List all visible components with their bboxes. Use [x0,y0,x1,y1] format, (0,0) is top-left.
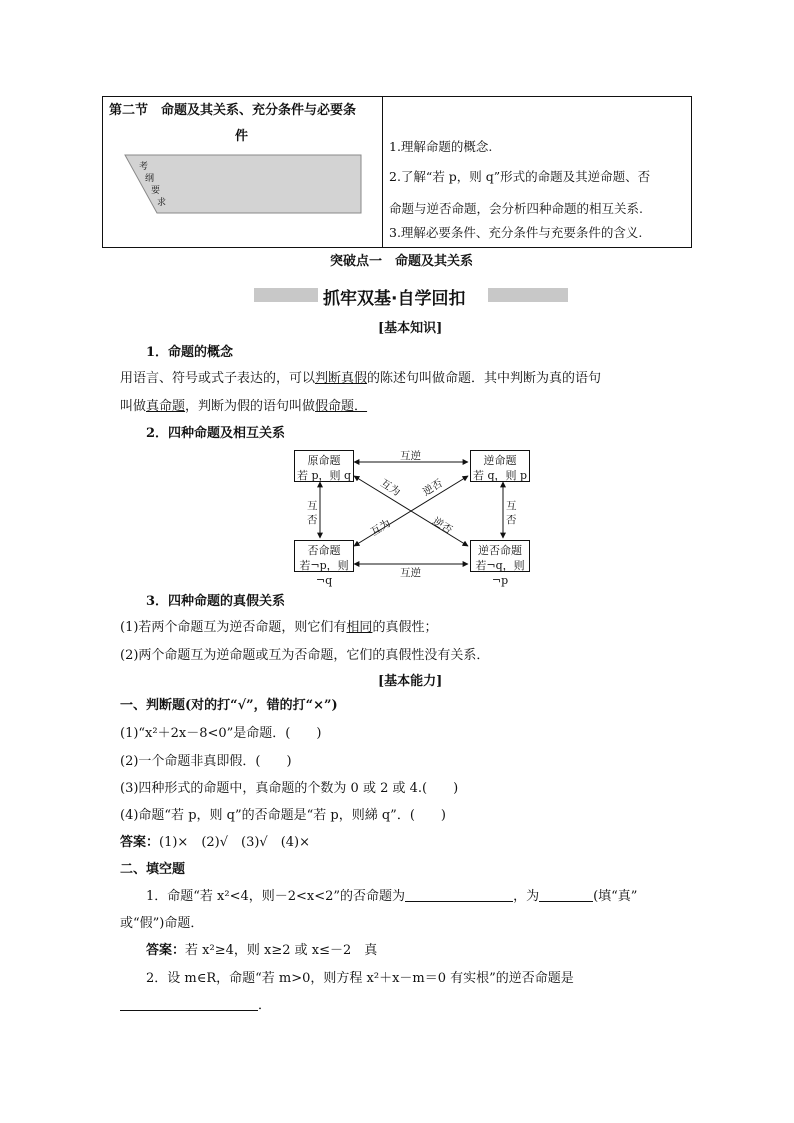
judge-answer-text: (1)× (2)√ (3)√ (4)× [159,835,311,850]
label-bottom: 互逆 [400,567,421,579]
fill-answer-label: 答案： [146,943,186,958]
k1-para-line1: 用语言、符号或式子表达的，可以判断真假的陈述句叫做命题．其中判断为真的语句 [120,371,602,386]
k3-item-2: (2)两个命题互为逆命题或互为否命题，它们的真假性没有关系． [120,648,490,663]
box-contrapositive [470,540,530,587]
k1-underline-2: 真命题 [146,399,186,414]
banner-bar-left [254,288,318,302]
tag-char-4: 求 [157,198,167,208]
fill-q1: 1．命题“若 x²<4，则－2<x<2”的否命题为 ，为 (填“真” [146,889,638,904]
contra-body: 若¬q，则¬p [475,559,525,587]
fill-answer [146,939,377,958]
breakthrough-title: 突破点一 命题及其关系 [330,254,474,269]
box-converse [470,450,530,482]
orig-title: 原命题 [307,454,341,467]
goal-2: 2.了解“若 p，则 q”形式的命题及其逆命题、否 [389,169,651,184]
goal-4: 3.理解必要条件、充分条件与充要条件的含义. [389,225,643,240]
k1-underline-3: 假命题． [315,399,368,414]
table-divider [382,97,383,247]
conv-title: 逆命题 [483,454,517,467]
basic-knowledge-label: [基本知识] [378,321,443,336]
fill-answer-text: 若 x²≥4，则 x≥2 或 x≤－2 真 [185,943,378,958]
section-title: 第二节 命题及其关系、充分条件与必要条 [109,103,357,118]
label-top: 互逆 [400,450,421,462]
fill-q1-blank-1[interactable] [405,887,513,902]
k2-heading: 2．四种命题及相互关系 [146,426,286,441]
label-left-2: 否 [307,514,318,526]
banner-title: 抓牢双基·自学回扣 [323,289,466,309]
k3-heading: 3．四种命题的真假关系 [146,594,286,609]
box-original [294,450,354,482]
label-diag1-b: 逆否 [430,515,455,537]
header-table [102,96,692,248]
banner-bar-right [488,288,568,302]
basic-ability-label: [基本能力] [378,674,443,689]
inv-title: 否命题 [307,544,341,557]
fill-heading: 二、填空题 [120,862,186,877]
k3-item-1: (1)若两个命题互为逆否命题，则它们有相同的真假性； [120,620,438,635]
conv-body: 若 q，则 p [472,469,528,482]
judge-item-2: (2)一个命题非真即假．( ) [120,754,292,769]
k3-underline: 相同 [346,620,373,635]
label-right-2: 否 [506,514,517,526]
judge-heading: 一、判断题(对的打“√”，错的打“×”) [120,698,338,713]
k1-underline-1: 判断真假 [315,371,368,386]
label-diag1-a: 互为 [378,477,403,499]
label-diag2-b: 逆否 [420,477,445,499]
fill-q1-line2: 或“假”)命题． [120,916,204,931]
k1-heading: 1．命题的概念 [146,345,234,360]
fill-q2-line2: ． [120,994,271,1013]
judge-answer [120,831,310,850]
goal-3: 命题与逆否命题，会分析四种命题的相互关系. [389,201,643,216]
judge-item-1: (1)“x²＋2x－8<0”是命题．( ) [120,726,322,741]
section-title-cont: 件 [235,129,249,144]
label-right-1: 互 [506,500,517,512]
judge-item-4: (4)命题“若 p，则 q”的否命题是“若 p，则綈 q”．( ) [120,808,446,823]
fill-q1-blank-2[interactable] [539,887,593,902]
four-propositions-diagram [290,446,530,587]
tag-char-3: 要 [151,186,161,196]
k1-para-line2: 叫做真命题，判断为假的语句叫做假命题． [120,399,368,414]
label-left-1: 互 [307,500,318,512]
contra-title: 逆否命题 [478,544,522,557]
orig-body: 若 p，则 q [296,469,352,482]
goal-1: 1.理解命题的概念. [389,139,493,154]
judge-answer-label: 答案： [120,835,160,850]
inv-body: 若¬p，则¬q [299,559,349,587]
box-inverse [294,540,354,587]
judge-item-3: (3)四种形式的命题中，真命题的个数为 0 或 2 或 4.( ) [120,781,459,796]
fill-q2-blank[interactable] [120,996,258,1011]
tag-char-1: 考 [139,162,149,172]
label-diag2-a: 互为 [368,517,393,539]
tag-char-2: 纲 [145,174,155,184]
fill-q2: 2．设 m∈R，命题“若 m>0，则方程 x²＋x－m＝0 有实根”的逆否命题是 [146,971,574,986]
